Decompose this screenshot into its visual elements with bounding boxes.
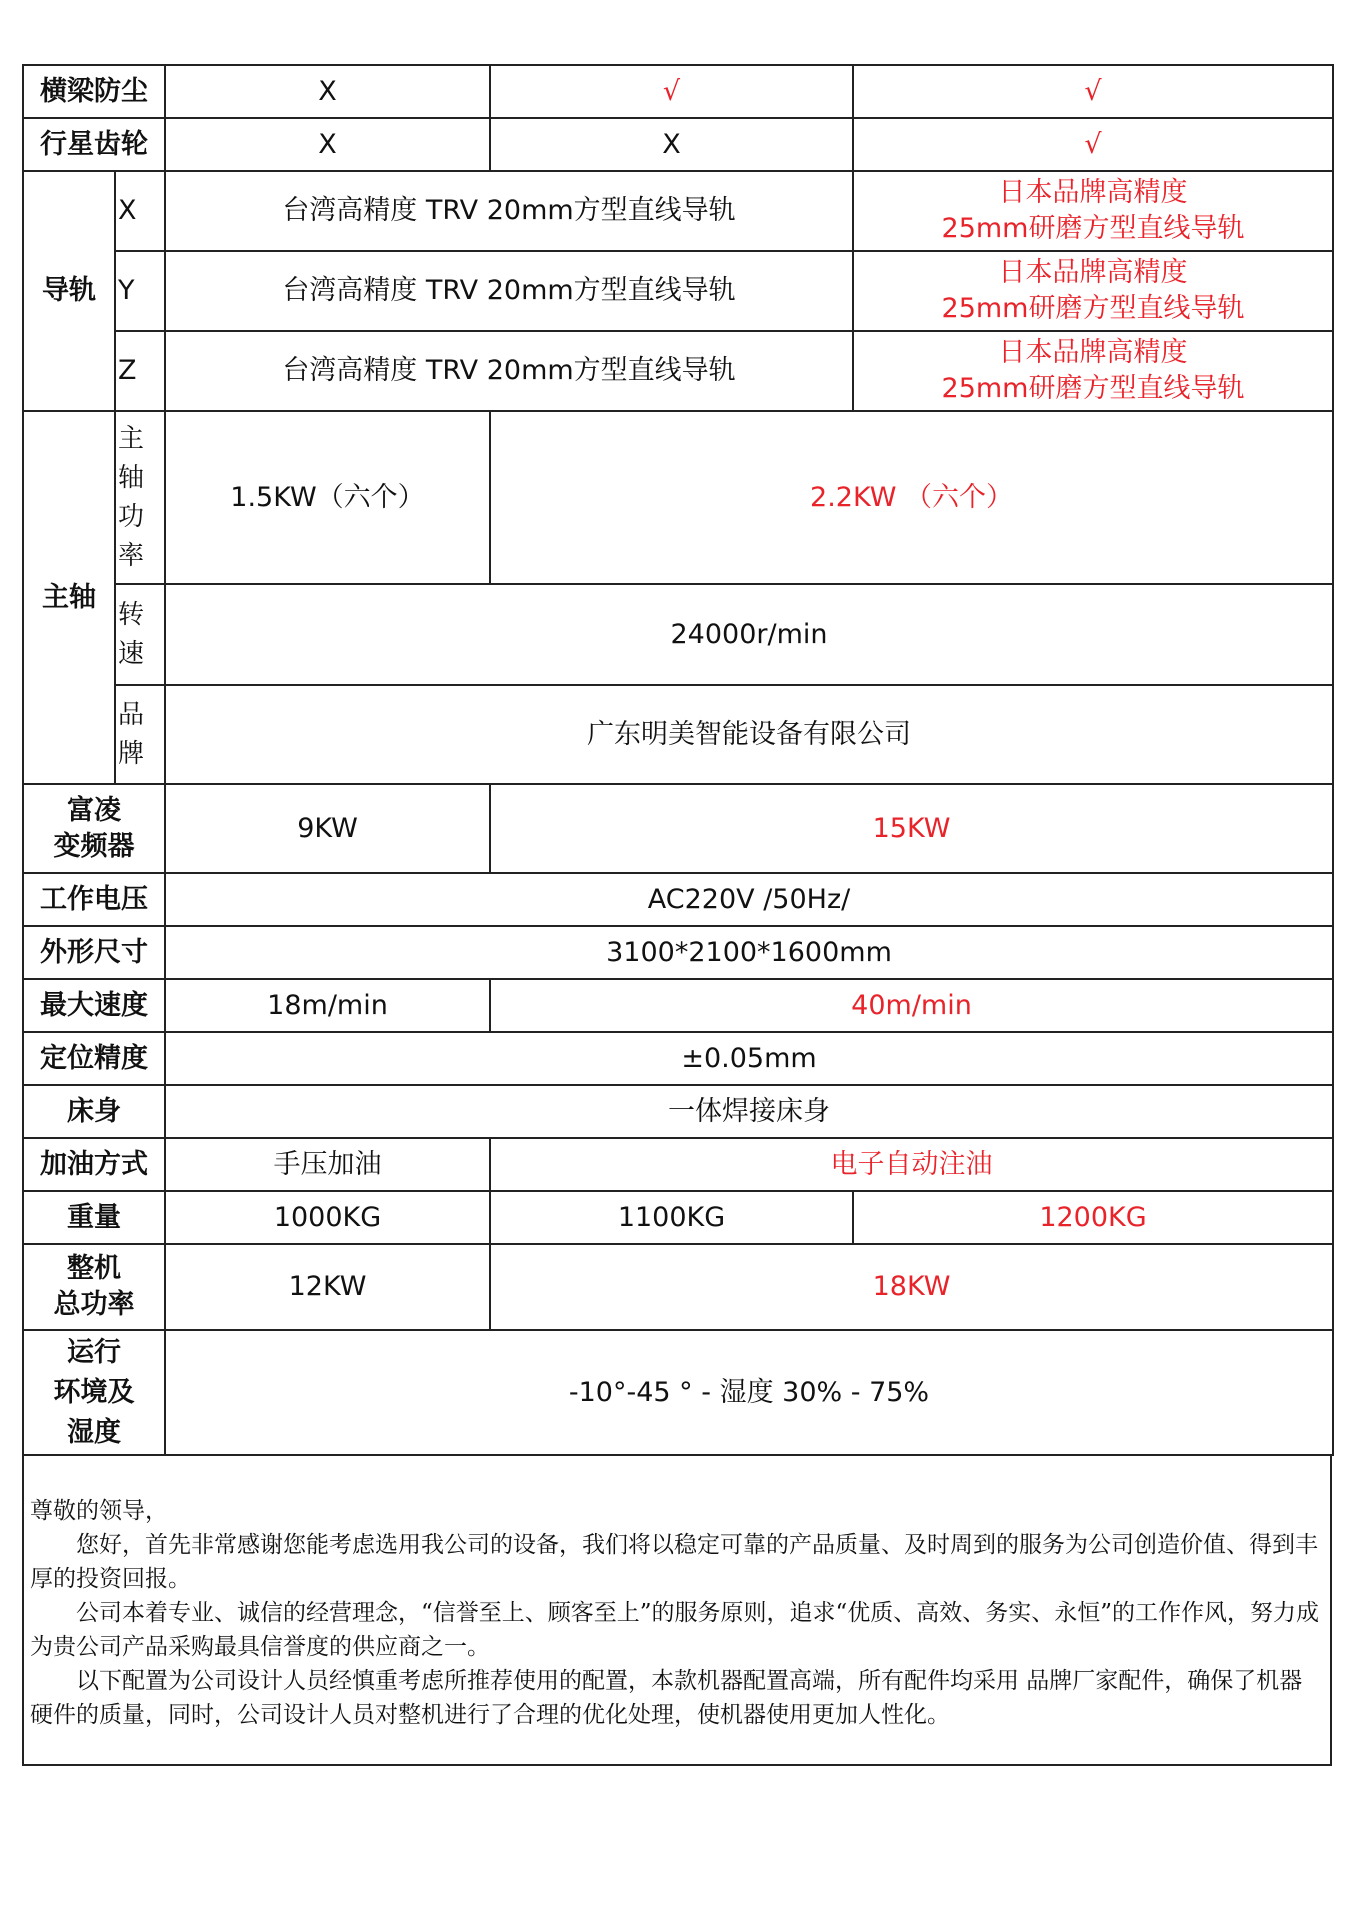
letter-paragraph-1: 您好，首先非常感谢您能考虑选用我公司的设备，我们将以稳定可靠的产品质量、及时周到的服务为公司创造价值、得到丰厚的投资回报。 [30,1532,1318,1592]
guide-axis-label: X [115,171,165,251]
cell-premium: 18KW [490,1244,1333,1330]
label-line-3: 湿度 [67,1416,121,1448]
spindle-sub-label-speed [115,584,165,685]
cell-premium: 电子自动注油 [490,1138,1333,1191]
guide-axis-label: Y [115,251,165,331]
label-line-1: 富凌 [67,794,121,826]
row-positioning [23,1032,1333,1085]
premium-line-1: 日本品牌高精度 [998,257,1188,288]
row-label: 床身 [23,1085,165,1138]
sub-label-char: 转 [118,599,145,630]
row-label: 加油方式 [23,1138,165,1191]
sub-label-char: 功 [118,501,145,532]
cell-standard: 18m/min [165,979,490,1032]
spec-table [22,64,1334,1456]
sub-label-char: 率 [118,540,145,571]
sub-label-char: 速 [118,638,145,669]
cell-standard: 9KW [165,784,490,873]
letter-paragraph-3: 以下配置为公司设计人员经慎重考虑所推荐使用的配置，本款机器配置高端，所有配件均采用 品牌厂家配件，确保了机器硬件的质量，同时，公司设计人员对整机进行了合理的优化处理，使机器使用更加人性化。 [30,1668,1303,1728]
cell-value: ±0.05mm [165,1032,1333,1085]
cell-standard: 手压加油 [165,1138,490,1191]
premium-line-2: 25mm研磨方型直线导轨 [941,213,1245,244]
row-dimensions [23,926,1333,979]
row-spindle-speed [23,584,1333,685]
row-label: 工作电压 [23,873,165,926]
cell-premium [853,251,1333,331]
row-label: 最大速度 [23,979,165,1032]
cell-standard: 12KW [165,1244,490,1330]
cell-mid: 1100KG [490,1191,853,1244]
cell-value: AC220V /50Hz/ [165,873,1333,926]
cell-standard: 1.5KW（六个） [165,411,490,584]
label-line-2: 变频器 [53,830,135,862]
sub-label-char: 轴 [118,462,145,493]
row-label [23,784,165,873]
row-oiling [23,1138,1333,1191]
row-label [23,1330,165,1455]
row-max-speed [23,979,1333,1032]
premium-line-1: 日本品牌高精度 [998,177,1188,208]
cell-mid: X [490,118,853,171]
spindle-sub-label-power [115,411,165,584]
row-label-guide: 导轨 [23,171,115,411]
cell-standard: 台湾高精度 TRV 20mm方型直线导轨 [165,171,853,251]
cell-premium: 40m/min [490,979,1333,1032]
row-inverter [23,784,1333,873]
row-bed [23,1085,1333,1138]
guide-axis-label: Z [115,331,165,411]
cell-premium: √ [853,118,1333,171]
row-total-power [23,1244,1333,1330]
cell-premium [853,171,1333,251]
label-line-2: 环境及 [53,1376,135,1408]
row-spindle-power [23,411,1333,584]
row-voltage [23,873,1333,926]
cell-premium: 2.2KW （六个） [490,411,1333,584]
row-label: 横梁防尘 [23,65,165,118]
row-label: 行星齿轮 [23,118,165,171]
row-weight [23,1191,1333,1244]
sub-label-char: 品 [118,699,145,730]
sub-label-char: 牌 [118,738,145,769]
cell-value: 3100*2100*1600mm [165,926,1333,979]
row-label-spindle: 主轴 [23,411,115,784]
cell-standard: 台湾高精度 TRV 20mm方型直线导轨 [165,331,853,411]
row-label: 重量 [23,1191,165,1244]
row-guide-y [23,251,1333,331]
cell-premium: 15KW [490,784,1333,873]
row-beam-dust [23,65,1333,118]
row-guide-x [23,171,1333,251]
cell-value: -10°-45 ° - 湿度 30% - 75% [165,1330,1333,1455]
row-planetary-gear [23,118,1333,171]
cell-value: 24000r/min [165,584,1333,685]
row-environment [23,1330,1333,1455]
cell-standard: X [165,118,490,171]
label-line-1: 运行 [67,1336,121,1368]
letter-box [22,1454,1332,1766]
row-guide-z [23,331,1333,411]
cell-standard: 1000KG [165,1191,490,1244]
label-line-2: 总功率 [53,1289,135,1320]
cell-premium: 1200KG [853,1191,1333,1244]
cell-standard: X [165,65,490,118]
premium-line-1: 日本品牌高精度 [998,337,1188,368]
premium-line-2: 25mm研磨方型直线导轨 [941,373,1245,404]
cell-mid: √ [490,65,853,118]
row-label [23,1244,165,1330]
sub-label-char: 主 [118,423,145,454]
premium-line-2: 25mm研磨方型直线导轨 [941,293,1245,324]
row-label: 外形尺寸 [23,926,165,979]
letter-greeting: 尊敬的领导， [30,1498,168,1524]
row-spindle-brand [23,685,1333,784]
label-line-1: 整机 [67,1253,121,1284]
letter-paragraph-2: 公司本着专业、诚信的经营理念，“信誉至上、顾客至上”的服务原则，追求“优质、高效、务实、永恒”的工作作风，努力成为贵公司产品采购最具信誉度的供应商之一。 [30,1600,1320,1660]
cell-standard: 台湾高精度 TRV 20mm方型直线导轨 [165,251,853,331]
cell-premium [853,331,1333,411]
row-label: 定位精度 [23,1032,165,1085]
cell-value: 广东明美智能设备有限公司 [165,685,1333,784]
cell-value: 一体焊接床身 [165,1085,1333,1138]
cell-premium: √ [853,65,1333,118]
spindle-sub-label-brand [115,685,165,784]
